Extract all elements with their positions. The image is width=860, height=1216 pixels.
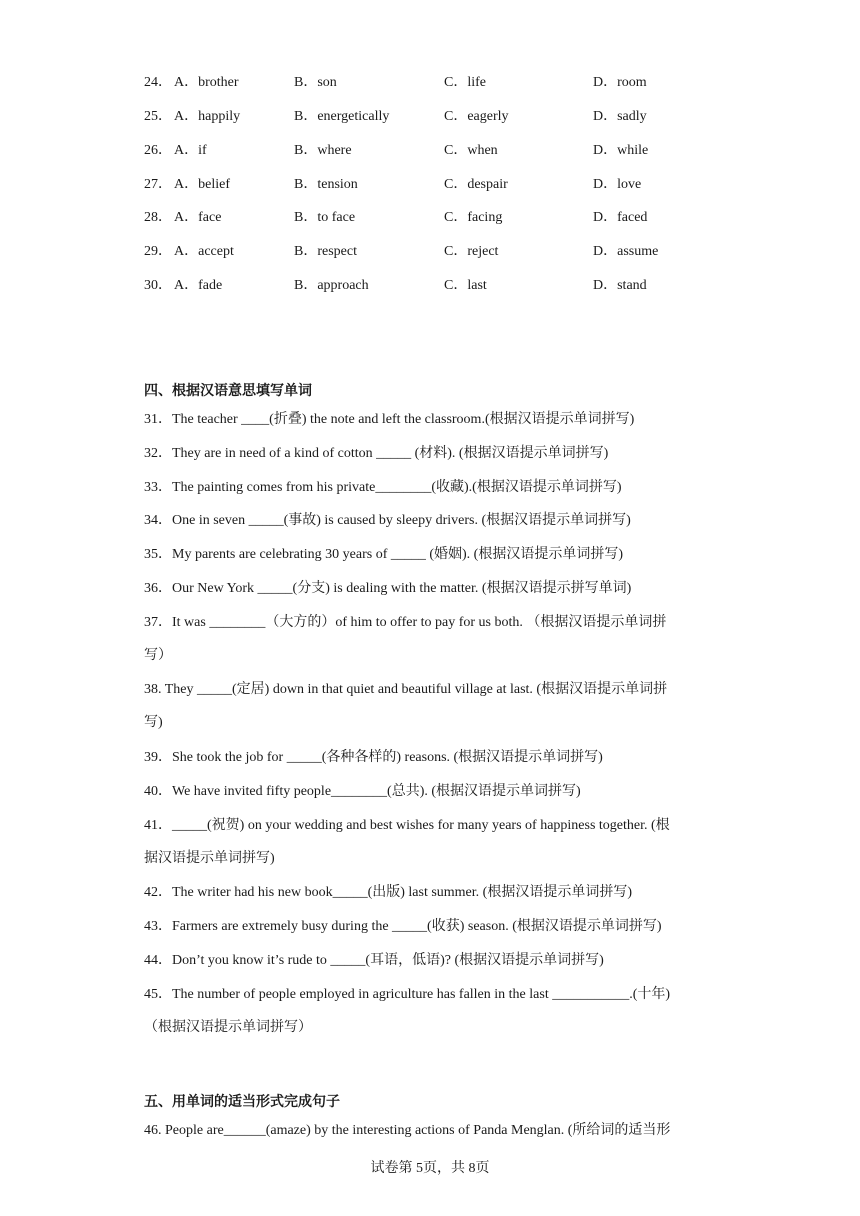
- choice-option-a-text: A．accept: [174, 244, 234, 259]
- choice-option-a: 24．: [144, 75, 172, 90]
- question-text: 35．My parents are celebrating 30 years of _____ (婚姻). (根据汉语提示单词拼写): [144, 547, 624, 562]
- question-text-continued: （根据汉语提示单词拼写）: [144, 1020, 312, 1035]
- choice-option-d: D．sadly: [593, 109, 647, 124]
- section-4-title: 四、根据汉语意思填写单词: [144, 384, 312, 399]
- choice-option-d: D．assume: [593, 244, 659, 259]
- choice-option-a: 27．: [144, 177, 172, 192]
- choice-option-a-text: A．if: [174, 143, 207, 158]
- choice-option-c: C．when: [444, 143, 498, 158]
- choice-option-a-text: A．happily: [174, 109, 241, 124]
- choice-option-a-text: A．brother: [174, 75, 239, 90]
- choice-option-a-text: A．face: [174, 210, 222, 225]
- choice-option-a: 25．: [144, 109, 172, 124]
- choice-option-a-text: A．belief: [174, 177, 230, 192]
- question-text: 44．Don’t you know it’s rude to _____(耳语，低语)? (根据汉语提示单词拼写): [144, 953, 604, 968]
- question-text: 38. They _____(定居) down in that quiet and beautiful village at last. (根据汉语提示单词拼: [144, 682, 668, 697]
- question-item: [144, 579, 724, 599]
- choice-option-c: C．last: [444, 278, 487, 293]
- choice-option-c: C．despair: [444, 177, 508, 192]
- question-text: 34．One in seven _____(事故) is caused by sleepy drivers. (根据汉语提示单词拼写): [144, 513, 631, 528]
- choice-option-d: D．faced: [593, 210, 648, 225]
- question-text: 36．Our New York _____(分支) is dealing with the matter. (根据汉语提示拼写单词): [144, 581, 632, 596]
- choice-option-b: B．to face: [294, 210, 356, 225]
- choice-option-c: C．facing: [444, 210, 503, 225]
- question-text-continued: 据汉语提示单词拼写): [144, 851, 275, 866]
- choice-option-c: C．life: [444, 75, 486, 90]
- choice-option-d: D．stand: [593, 278, 647, 293]
- question-item: [144, 917, 724, 937]
- choice-option-b: B．approach: [294, 278, 369, 293]
- section-5-title: 五、用单词的适当形式完成句子: [144, 1095, 340, 1110]
- page-footer: 试卷第 5页，共 8页: [370, 1161, 490, 1176]
- question-item: [144, 1121, 724, 1141]
- question-text: 37．It was ________（大方的）of him to offer to pay for us both. （根据汉语提示单词拼: [144, 615, 667, 630]
- choice-option-b: B．where: [294, 143, 352, 158]
- question-text: 32．They are in need of a kind of cotton _____ (材料). (根据汉语提示单词拼写): [144, 446, 609, 461]
- question-item: [144, 680, 724, 733]
- choice-option-a: 30．: [144, 278, 172, 293]
- question-text: 40．We have invited fifty people________(总共). (根据汉语提示单词拼写): [144, 784, 581, 799]
- question-text: 45．The number of people employed in agriculture has fallen in the last ___________.(十年): [144, 987, 671, 1002]
- question-item: [144, 782, 724, 802]
- choice-option-b: B．energetically: [294, 109, 390, 124]
- question-item: [144, 951, 724, 971]
- question-item: [144, 985, 724, 1038]
- question-item: [144, 545, 724, 565]
- question-item: [144, 883, 724, 903]
- choice-option-b: B．son: [294, 75, 337, 90]
- choice-option-a: 28．: [144, 210, 172, 225]
- choice-option-a: 26．: [144, 143, 172, 158]
- question-item: [144, 444, 724, 464]
- choice-option-b: B．respect: [294, 244, 357, 259]
- question-text-continued: 写）: [144, 648, 172, 663]
- question-text: 39．She took the job for _____(各种各样的) reasons. (根据汉语提示单词拼写): [144, 750, 603, 765]
- question-text-continued: 写): [144, 715, 163, 730]
- question-item: [144, 816, 724, 869]
- choice-option-b: B．tension: [294, 177, 358, 192]
- choice-option-c: C．eagerly: [444, 109, 509, 124]
- question-text: 46. People are______(amaze) by the interesting actions of Panda Menglan. (所给词的适当形: [144, 1123, 671, 1138]
- choice-option-d: D．love: [593, 177, 642, 192]
- choice-option-d: D．while: [593, 143, 649, 158]
- question-text: 43．Farmers are extremely busy during the _____(收获) season. (根据汉语提示单词拼写): [144, 919, 662, 934]
- question-item: [144, 613, 724, 666]
- question-item: [144, 478, 724, 498]
- choice-option-a-text: A．fade: [174, 278, 223, 293]
- question-item: [144, 410, 724, 430]
- question-item: [144, 748, 724, 768]
- choice-option-d: D．room: [593, 75, 647, 90]
- question-text: 33．The painting comes from his private________(收藏).(根据汉语提示单词拼写): [144, 480, 622, 495]
- choice-option-c: C．reject: [444, 244, 499, 259]
- question-text: 31．The teacher ____(折叠) the note and left the classroom.(根据汉语提示单词拼写): [144, 412, 635, 427]
- question-item: [144, 511, 724, 531]
- choice-option-a: 29．: [144, 244, 172, 259]
- question-text: 42．The writer had his new book_____(出版) last summer. (根据汉语提示单词拼写): [144, 885, 632, 900]
- question-text: 41．_____(祝贺) on your wedding and best wishes for many years of happiness together. (根: [144, 818, 670, 833]
